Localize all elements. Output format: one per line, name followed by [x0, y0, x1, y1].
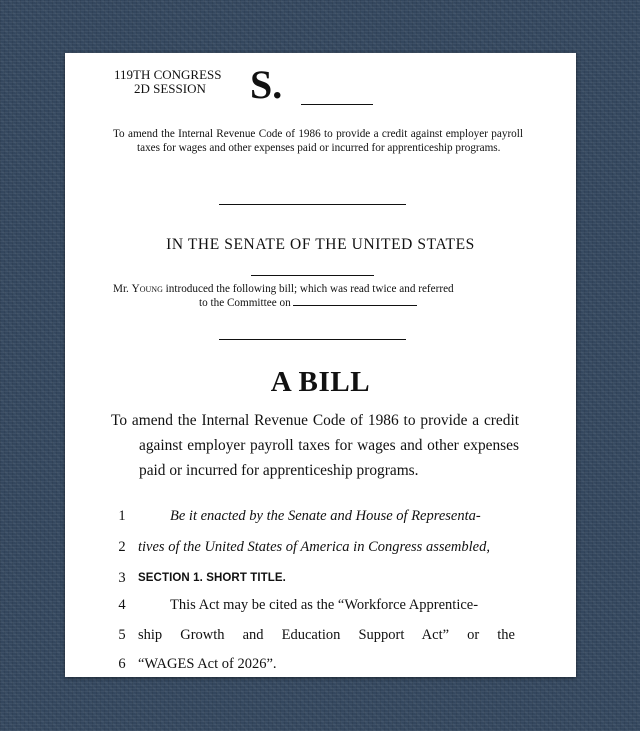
divider-rule-short [251, 275, 374, 276]
short-description [113, 128, 523, 155]
enacting-clause-line: tives of the United States of America in Congress assembled, [138, 539, 490, 555]
session-label: 2D SESSION [134, 81, 206, 96]
long-title-text: To amend the Internal Revenue Code of 1986 to provide a credit against employer payroll taxes for wages and other expenses paid or incurred for apprenticeship programs. [111, 412, 519, 479]
introduction-line-1 [113, 282, 523, 296]
committee-label: to the Committee on [199, 297, 294, 309]
bill-page [65, 53, 576, 677]
short-description-text: To amend the Internal Revenue Code of 1986 to provide a credit against employer payroll taxes for wages and other expenses paid or incurred for apprenticeship programs. [113, 128, 523, 154]
section-text-line: “WAGES Act of 2026”. [138, 656, 277, 672]
introduction-text: introduced the following bill; which was read twice and referred [162, 283, 454, 295]
introduction-line-2 [113, 296, 523, 310]
introduction-statement [113, 282, 523, 310]
bill-number-blank [301, 104, 373, 105]
committee-blank [293, 296, 417, 306]
line-number: 3 [118, 570, 126, 586]
chamber-heading: IN THE SENATE OF THE UNITED STATES [166, 236, 475, 253]
introduction-prefix: Mr. [113, 283, 132, 295]
line-number: 4 [118, 597, 126, 613]
enacting-clause-line: Be it enacted by the Senate and House of Representa- [170, 508, 481, 524]
section-text-line: This Act may be cited as the “Workforce Apprentice- [170, 597, 479, 613]
congress-label: 119TH CONGRESS [114, 67, 222, 82]
sponsor-name: Young [131, 283, 163, 295]
section-text-line: ship Growth and Education Support Act” or the [138, 627, 515, 643]
divider-rule [219, 204, 406, 205]
congress-session-block [114, 68, 234, 96]
line-number: 1 [118, 508, 126, 524]
document-title: A BILL [270, 366, 371, 398]
line-number: 2 [118, 539, 126, 555]
line-number: 5 [118, 627, 126, 643]
divider-rule [219, 339, 406, 340]
bill-number-prefix: S. [250, 62, 283, 107]
line-number: 6 [118, 656, 126, 672]
long-title [111, 408, 519, 483]
section-heading: SECTION 1. SHORT TITLE. [138, 572, 286, 584]
